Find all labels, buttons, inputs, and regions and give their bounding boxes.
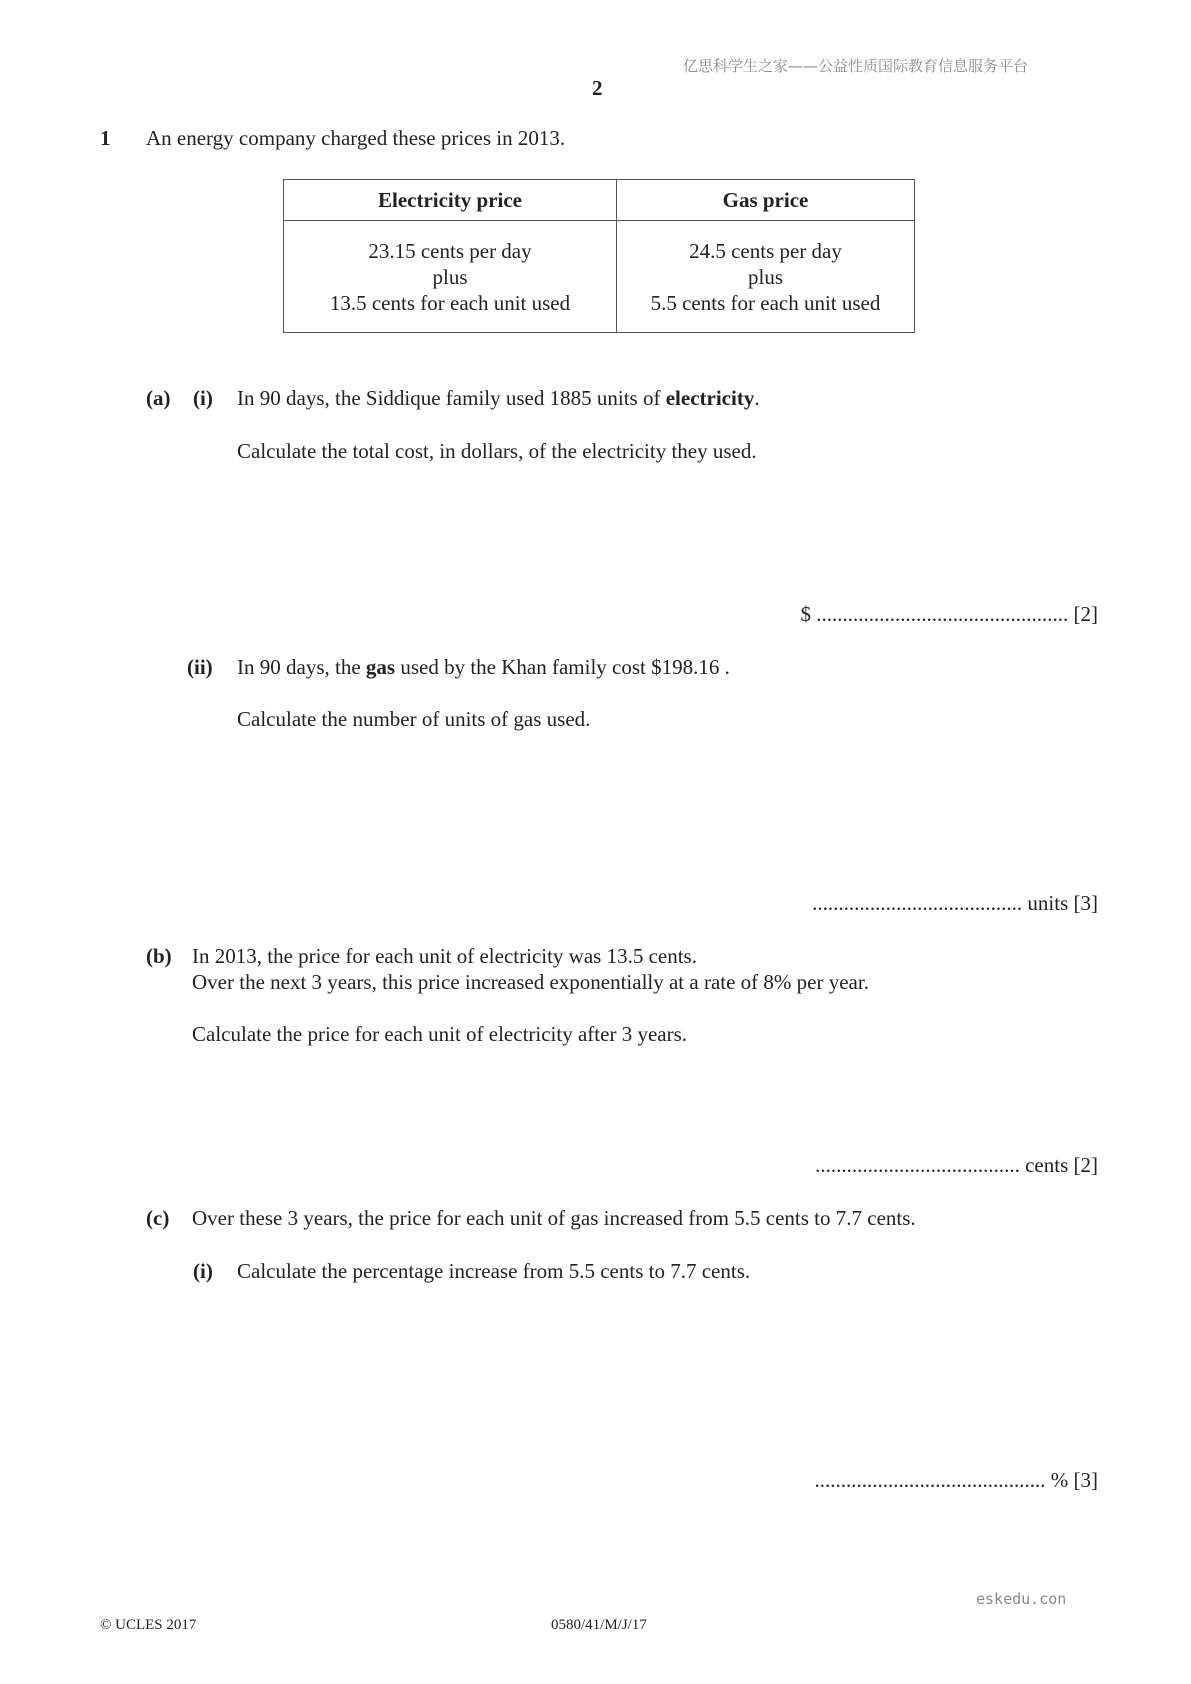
- part-c-text: Over these 3 years, the price for each unit of gas increased from 5.5 cents to 7.7 cents.: [192, 1206, 916, 1230]
- question-number: 1: [100, 126, 111, 150]
- electricity-daily-charge: 23.15 cents per day: [368, 238, 532, 263]
- part-b-answer-line[interactable]: ....................................... cents [2]: [815, 1153, 1098, 1177]
- part-c-i-label: (i): [193, 1259, 213, 1283]
- part-c-i-text: Calculate the percentage increase from 5.5 cents to 7.7 cents.: [237, 1259, 751, 1283]
- part-a-i-text: [237, 386, 760, 411]
- part-a-ii-text-bold: gas: [365, 655, 396, 679]
- part-a-ii-text: [237, 655, 730, 680]
- part-a-ii-text-post: used by the Khan family cost $198.16 .: [395, 655, 730, 679]
- part-a-i-instruction: Calculate the total cost, in dollars, of the electricity they used.: [237, 439, 757, 463]
- part-a-i-text-pre: In 90 days, the Siddique family used 1885 units of: [237, 386, 666, 410]
- price-table: [283, 179, 915, 333]
- part-b-line1: In 2013, the price for each unit of electricity was 13.5 cents.: [192, 944, 697, 968]
- gas-unit-charge: 5.5 cents for each unit used: [650, 290, 881, 315]
- watermark-top: 亿思科学生之家——公益性质国际教育信息服务平台: [683, 57, 1029, 75]
- part-b-label: (b): [146, 944, 172, 968]
- gas-price-cell: [617, 221, 915, 333]
- part-a-ii-instruction: Calculate the number of units of gas used.: [237, 707, 591, 731]
- question-intro: An energy company charged these prices in 2013.: [146, 126, 566, 150]
- part-a-ii-answer-line[interactable]: ........................................ units [3]: [812, 891, 1098, 915]
- part-a-i-label: (i): [193, 386, 213, 410]
- part-a-i-text-post: .: [754, 386, 760, 410]
- watermark-bottom: eskedu.con: [976, 1590, 1067, 1608]
- part-a-label: (a): [146, 386, 171, 410]
- gas-daily-charge: 24.5 cents per day: [689, 238, 842, 263]
- part-a-ii-label: (ii): [187, 655, 213, 679]
- gas-price-header: Gas price: [617, 180, 915, 221]
- electricity-plus: plus: [432, 264, 468, 289]
- price-table-row: [284, 221, 915, 333]
- part-c-label: (c): [146, 1206, 170, 1230]
- part-b-instruction: Calculate the price for each unit of electricity after 3 years.: [192, 1022, 687, 1046]
- footer-copyright: © UCLES 2017: [100, 1617, 197, 1633]
- electricity-price-header: Electricity price: [284, 180, 617, 221]
- gas-plus: plus: [747, 264, 783, 289]
- electricity-price-cell: [284, 221, 617, 333]
- part-c-i-answer-line[interactable]: ............................................ % [3]: [814, 1468, 1098, 1492]
- part-a-ii-text-pre: In 90 days, the: [237, 655, 366, 679]
- page-number: 2: [592, 76, 603, 100]
- price-table-header-row: [284, 180, 915, 221]
- footer-paper-code: 0580/41/M/J/17: [551, 1617, 647, 1633]
- part-b-line2: Over the next 3 years, this price increased exponentially at a rate of 8% per year.: [192, 970, 869, 994]
- electricity-unit-charge: 13.5 cents for each unit used: [329, 290, 571, 315]
- part-a-i-text-bold: electricity: [665, 386, 755, 410]
- part-a-i-answer-line[interactable]: $ ................................................ [2]: [800, 602, 1098, 626]
